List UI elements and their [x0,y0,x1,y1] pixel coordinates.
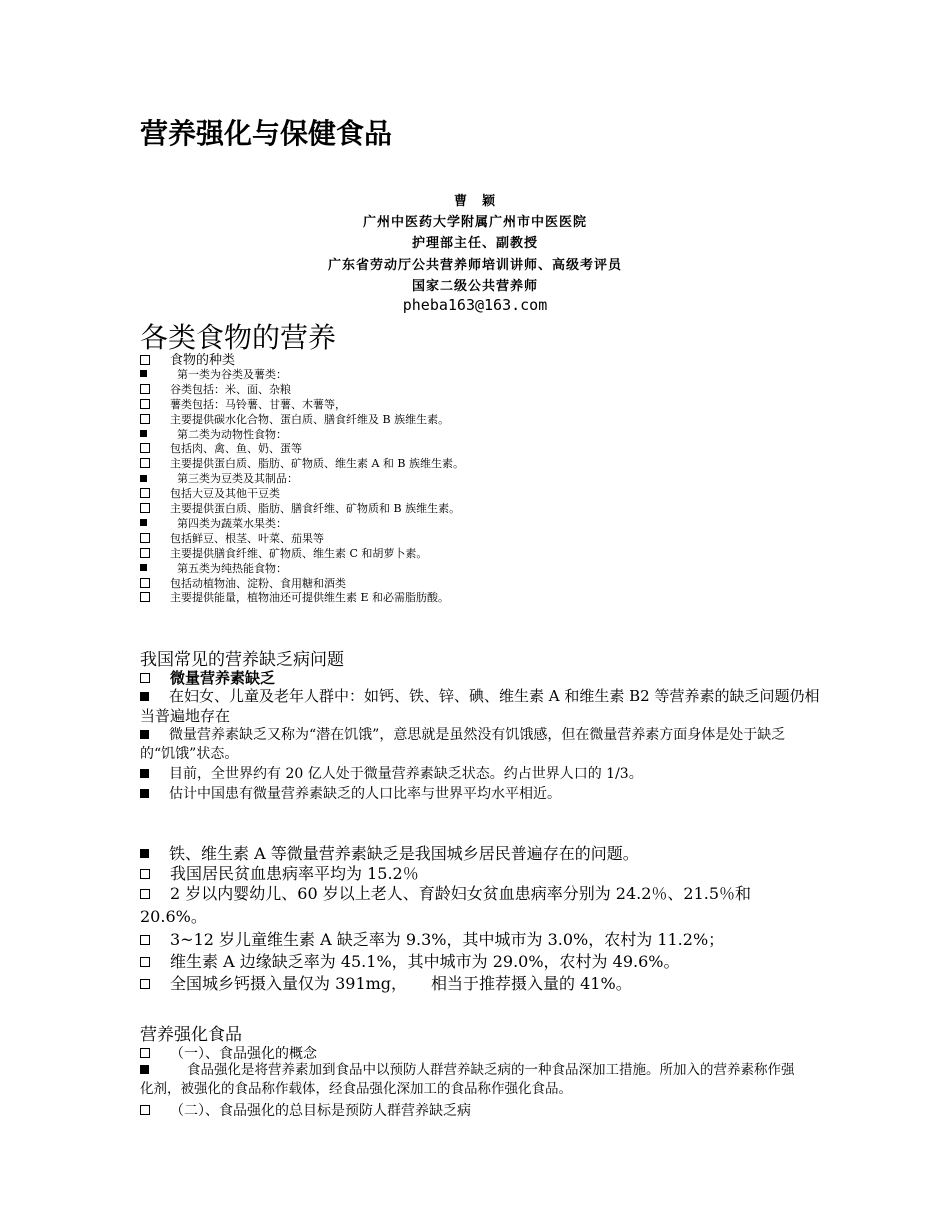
list-item: 全国城乡钙摄入量仅为 391mg， 相当于推荐摄入量的 41%。 [140,971,632,994]
hollow-square-icon [140,957,150,967]
hollow-square-icon [140,488,150,498]
food-list-item [140,426,287,442]
hollow-square-icon [140,384,150,394]
food-list-item [140,575,346,591]
author-position: 护理部主任、副教授 [411,236,538,251]
hollow-square-icon [140,399,150,409]
food-list-text: 主要提供能量，植物油还可提供维生素 E 和必需脂肪酸。 [170,591,450,605]
food-list-item [140,545,427,561]
food-list-item [140,589,449,605]
food-list-text: 主要提供蛋白质、脂肪、膳食纤维、矿物质和 B 族维生素。 [170,502,461,515]
author-role: 广东省劳动厅公共营养师培训讲师、高级考评员 [327,258,622,273]
hollow-square-icon [140,578,150,588]
hollow-square-icon [140,673,150,683]
filled-square-icon [140,475,147,482]
food-list-item [140,470,298,486]
list-item: （一）、食品强化的概念 [140,1043,317,1063]
filled-square-icon [140,1065,149,1074]
list-item: 在妇女、儿童及老年人群中：如钙、铁、锌、碘、维生素 A 和维生素 B2 等营养素的缺乏问题仍相当普遍地存在 [140,687,820,725]
author-name: 曹 颖 [453,194,496,209]
food-list-item [140,485,280,501]
hollow-square-icon [140,979,150,989]
hollow-square-icon [140,414,150,424]
hollow-square-icon [140,355,150,365]
food-list-item [140,440,302,456]
food-list-text: 包括肉、禽、鱼、奶、蛋等 [170,442,302,456]
list-item: 维生素 A 边缘缺乏率为 45.1%，其中城市为 29.0%，农村为 49.6%。 [140,949,679,972]
food-list-text: 第一类为谷类及薯类： [177,367,287,381]
food-list-item [140,530,324,546]
food-list-text: 包括大豆及其他干豆类 [170,487,280,501]
list-item: 微量营养素缺乏 [140,667,275,688]
food-list-text: 薯类包括：马铃薯、甘薯、木薯等， [170,397,346,411]
hollow-square-icon [140,935,150,945]
section-heading-food-nutrition: 各类食物的营养 [140,321,337,354]
filled-square-icon [140,519,147,526]
food-list-text: 第四类为蔬菜水果类： [177,516,287,530]
filled-square-icon [140,769,149,778]
filled-square-icon [140,564,147,571]
list-item: （二）、食品强化的总目标是预防人群营养缺乏病 [140,1100,471,1120]
hollow-square-icon [140,869,150,879]
food-list-text: 第二类为动物性食物： [177,427,287,441]
section-heading-deficiency: 我国常见的营养缺乏病问题 [140,650,344,670]
list-item: 我国居民贫血患病率平均为 15.2％ [140,861,419,884]
hollow-square-icon [140,889,150,899]
food-list-item [140,366,287,382]
food-list-text: 谷类包括：米、面、杂粮 [170,382,291,396]
hollow-square-icon [140,592,150,602]
hollow-square-icon [140,548,150,558]
food-list-item [140,500,460,516]
page-title: 营养强化与保健食品 [140,117,393,150]
hollow-square-icon [140,458,150,468]
author-email[interactable]: pheba163@163.com [402,296,548,314]
food-list-text: 主要提供蛋白质、脂肪、矿物质、维生素 A 和 B 族维生素。 [170,457,465,471]
food-list-item [140,411,449,427]
food-list-item [140,396,346,412]
list-item: 目前，全世界约有 20 亿人处于微量营养素缺乏状态。约占世界人口的 1/3。 [140,763,643,783]
food-list-item [140,560,287,576]
hollow-square-icon [140,1048,150,1058]
hollow-square-icon [140,533,150,543]
hollow-square-icon [140,443,150,453]
filled-square-icon [140,430,147,437]
filled-square-icon [140,849,149,858]
filled-square-icon [140,692,149,701]
food-list-item [140,515,287,531]
list-item: 食品强化是将营养素加到食品中以预防人群营养缺乏病的一种食品深加工措施。所加入的营养素称作强化剂，被强化的食品称作载体，经食品强化深加工的食品称作强化食品。 [140,1062,795,1097]
list-item: 微量营养素缺乏又称为“潜在饥饿”，意思就是虽然没有饥饿感，但在微量营养素方面身体是处于缺乏的“饥饿”状态。 [140,727,786,762]
list-item: 估计中国患有微量营养素缺乏的人口比率与世界平均水平相近。 [140,783,561,803]
author-qualification: 国家二级公共营养师 [411,279,538,294]
hollow-square-icon [140,1105,150,1115]
food-list-text: 包括鲜豆、根茎、叶菜、茄果等 [170,531,324,545]
list-item: 铁、维生素 A 等微量营养素缺乏是我国城乡居民普遍存在的问题。 [140,841,639,864]
filled-square-icon [140,730,149,739]
food-list-text: 主要提供碳水化合物、蛋白质、膳食纤维及 B 族维生素。 [170,412,450,426]
section-heading-fortified-food: 营养强化食品 [140,1025,242,1045]
filled-square-icon [140,789,149,798]
food-list-text: 包括动植物油、淀粉、食用糖和酒类 [170,576,346,590]
list-item: 2 岁以内婴幼儿、60 岁以上老人、育龄妇女贫血患病率分别为 24.2％、21.5％和 20.6%。 [140,884,752,926]
food-list-text: 第三类为豆类及其制品： [177,472,298,486]
food-list-item [140,455,464,471]
food-list-item [140,381,291,397]
list-item: 3~12 岁儿童维生素 A 缺乏率为 9.3%，其中城市为 3.0%，农村为 11.2%； [140,927,724,950]
food-list-text: 主要提供膳食纤维、矿物质、维生素 C 和胡萝卜素。 [170,546,428,560]
filled-square-icon [140,370,147,377]
food-list-text: 食物的种类 [170,353,236,368]
author-affiliation: 广州中医药大学附属广州市中医医院 [362,215,587,230]
hollow-square-icon [140,503,150,513]
food-list-text: 第五类为纯热能食物： [177,561,287,575]
